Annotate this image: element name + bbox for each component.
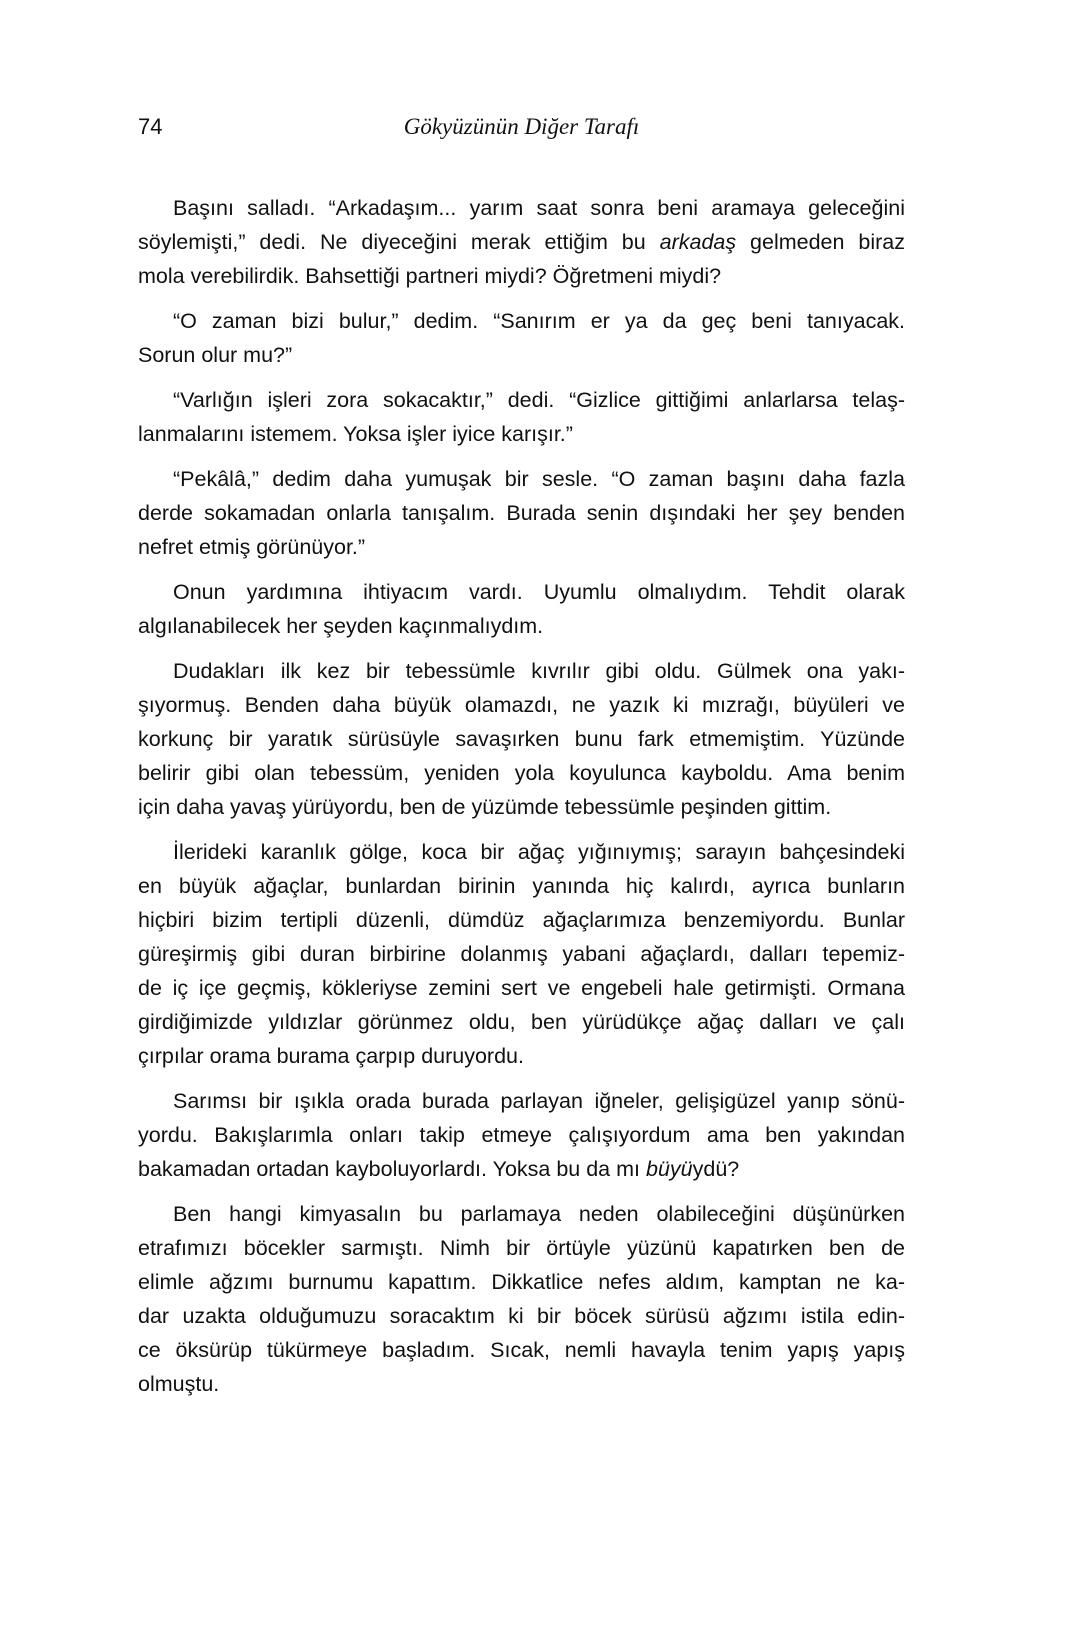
text-line xyxy=(138,903,905,937)
text-line xyxy=(138,1299,905,1333)
paragraph xyxy=(138,383,905,451)
text-line xyxy=(138,1367,905,1401)
text-segment: yordu. Bakışlarımla onları takip etmeye çalışıyordum ama ben yakından xyxy=(138,1123,905,1147)
page-number: 74 xyxy=(138,114,163,139)
paragraph xyxy=(138,654,905,824)
text-segment: Ben hangi kimyasalın bu parlamaya neden olabileceğini düşünürken xyxy=(173,1202,905,1226)
text-segment: “Pekâlâ,” dedim daha yumuşak bir sesle. “O zaman başını daha fazla xyxy=(173,467,905,491)
text-line xyxy=(138,1197,905,1231)
text-line xyxy=(138,1084,905,1118)
text-line xyxy=(138,937,905,971)
text-segment: mola verebilirdik. Bahsettiği partneri miydi? Öğretmeni miydi? xyxy=(138,264,722,288)
text-segment: derde sokamadan onlarla tanışalım. Burada senin dışındaki her şey benden xyxy=(138,501,905,525)
text-segment: ce öksürüp tükürmeye başladım. Sıcak, nemli havayla tenim yapış yapış xyxy=(138,1338,905,1362)
italic-text: arkadaş xyxy=(659,230,737,254)
text-line xyxy=(138,575,905,609)
text-segment: korkunç bir yaratık sürüsüyle savaşırken bunu fark etmemiştim. Yüzünde xyxy=(138,727,905,751)
text-line xyxy=(138,383,905,417)
text-segment: bakamadan ortadan kayboluyorlardı. Yoksa bu da mı xyxy=(138,1157,646,1181)
text-line xyxy=(138,1152,905,1186)
text-segment: dar uzakta olduğumuzu soracaktım ki bir böcek sürüsü ağzımı istila edin- xyxy=(138,1304,905,1328)
text-line xyxy=(138,1333,905,1367)
text-segment: Onun yardımına ihtiyacım vardı. Uyumlu olmalıydım. Tehdit olarak xyxy=(173,580,905,604)
paragraph xyxy=(138,304,905,372)
text-line xyxy=(138,869,905,903)
text-line xyxy=(138,790,905,824)
text-segment: girdiğimizde yıldızlar görünmez oldu, ben yürüdükçe ağaç dalları ve çalı xyxy=(138,1010,905,1034)
page-header xyxy=(138,114,905,148)
text-segment: Sorun olur mu?” xyxy=(138,343,293,367)
text-line xyxy=(138,496,905,530)
paragraph xyxy=(138,462,905,564)
text-line xyxy=(138,338,905,372)
text-segment: hiçbiri bizim tertipli düzenli, dümdüz ağaçlarımıza benzemiyordu. Bunlar xyxy=(138,908,905,932)
text-segment: söylemişti,” dedi. Ne diyeceğini merak ettiğim bu xyxy=(138,230,660,254)
text-line xyxy=(138,1118,905,1152)
text-line xyxy=(138,417,905,451)
text-line xyxy=(138,304,905,338)
text-segment: en büyük ağaçlar, bunlardan birinin yanında hiç kalırdı, ayrıca bunların xyxy=(138,874,905,898)
text-line xyxy=(138,530,905,564)
text-line xyxy=(138,1039,905,1073)
text-segment: şıyormuş. Benden daha büyük olamazdı, ne yazık ki mızrağı, büyüleri ve xyxy=(138,693,905,717)
text-segment: Dudakları ilk kez bir tebessümle kıvrılır gibi oldu. Gülmek ona yakı- xyxy=(173,659,905,683)
paragraph xyxy=(138,575,905,643)
text-line xyxy=(138,835,905,869)
text-segment: için daha yavaş yürüyordu, ben de yüzümde tebessümle peşinden gittim. xyxy=(138,795,832,819)
text-segment: elimle ağzımı burnumu kapattım. Dikkatlice nefes aldım, kamptan ne ka- xyxy=(138,1270,905,1294)
text-segment: çırpılar orama burama çarpıp duruyordu. xyxy=(138,1044,524,1068)
text-line xyxy=(138,654,905,688)
running-title: Gökyüzünün Diğer Tarafı xyxy=(403,114,640,139)
text-segment: etrafımızı böcekler sarmıştı. Nimh bir örtüyle yüzünü kapatırken ben de xyxy=(138,1236,905,1260)
text-line xyxy=(138,1005,905,1039)
text-line xyxy=(138,756,905,790)
text-line xyxy=(138,1265,905,1299)
text-line xyxy=(138,259,905,293)
text-segment: ydü? xyxy=(692,1157,740,1181)
text-segment: gelmeden biraz xyxy=(736,230,905,254)
paragraph xyxy=(138,835,905,1073)
page-body xyxy=(138,191,905,1412)
text-segment: de iç içe geçmiş, kökleriyse zemini sert ve engebeli hale getirmişti. Ormana xyxy=(138,976,905,1000)
text-segment: nefret etmiş görünüyor.” xyxy=(138,535,366,559)
text-line xyxy=(138,1231,905,1265)
text-line xyxy=(138,225,905,259)
text-segment: güreşirmiş gibi duran birbirine dolanmış yabani ağaçlardı, dalları tepemiz- xyxy=(138,942,905,966)
text-segment: Sarımsı bir ışıkla orada burada parlayan iğneler, gelişigüzel yanıp sönü- xyxy=(173,1089,905,1113)
paragraph xyxy=(138,191,905,293)
text-segment: algılanabilecek her şeyden kaçınmalıydım. xyxy=(138,614,544,638)
text-segment: “Varlığın işleri zora sokacaktır,” dedi. “Gizlice gittiğimi anlarlarsa telaş- xyxy=(173,388,905,412)
text-line xyxy=(138,971,905,1005)
paragraph xyxy=(138,1084,905,1186)
text-segment: olmuştu. xyxy=(138,1372,220,1396)
text-line xyxy=(138,462,905,496)
text-segment: Başını salladı. “Arkadaşım... yarım saat sonra beni aramaya geleceğini xyxy=(173,196,905,220)
text-segment: “O zaman bizi bulur,” dedim. “Sanırım er ya da geç beni tanıyacak. xyxy=(173,309,905,333)
text-segment: belirir gibi olan tebessüm, yeniden yola koyulunca kayboldu. Ama benim xyxy=(138,761,905,785)
text-line xyxy=(138,191,905,225)
italic-text: büyü xyxy=(645,1157,693,1181)
text-line xyxy=(138,722,905,756)
text-segment: lanmalarını istemem. Yoksa işler iyice karışır.” xyxy=(138,422,573,446)
text-line xyxy=(138,688,905,722)
text-segment: İlerideki karanlık gölge, koca bir ağaç yığınıymış; sarayın bahçesindeki xyxy=(173,840,905,864)
text-line xyxy=(138,609,905,643)
paragraph xyxy=(138,1197,905,1401)
